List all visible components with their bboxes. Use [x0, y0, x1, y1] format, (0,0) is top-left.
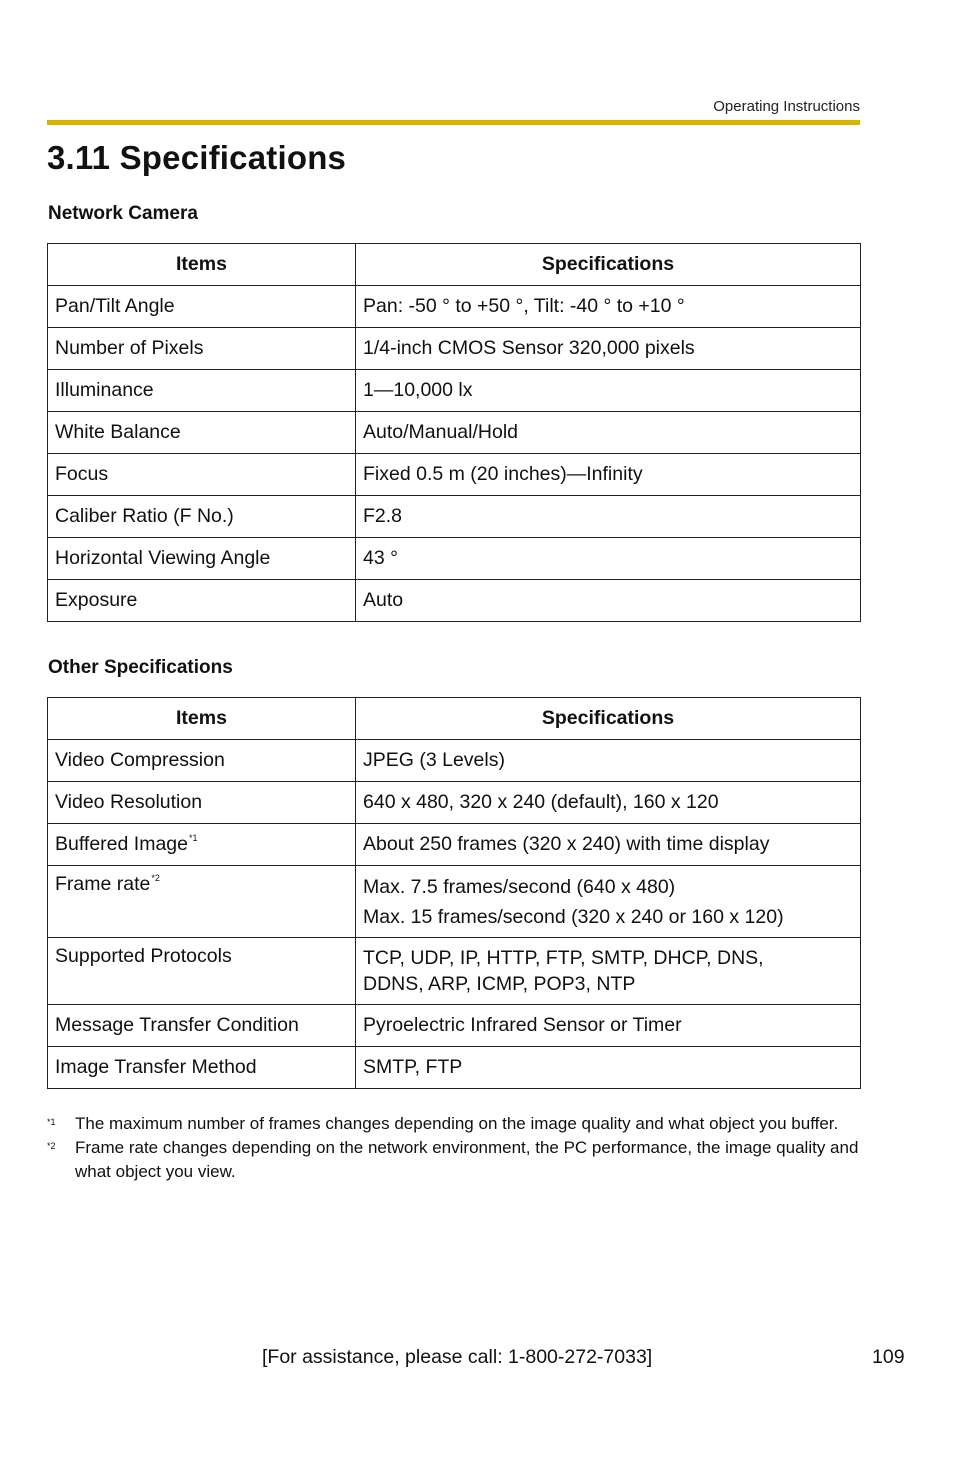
table-row: [48, 824, 861, 866]
item-cell: Caliber Ratio (F No.): [48, 496, 356, 538]
item-cell: [48, 824, 356, 866]
table-row: [48, 412, 861, 454]
network-camera-heading: Network Camera: [48, 203, 198, 224]
spec-cell: Auto: [356, 580, 861, 622]
footnote-reference: *2: [151, 873, 160, 883]
item-cell: Horizontal Viewing Angle: [48, 538, 356, 580]
table-row: [48, 782, 861, 824]
spec-cell: [356, 938, 861, 1005]
page-number: 109: [872, 1346, 905, 1368]
spec-line: TCP, UDP, IP, HTTP, FTP, SMTP, DHCP, DNS,: [363, 947, 764, 969]
item-label: Frame rate: [55, 873, 151, 895]
item-label: Buffered Image: [55, 833, 188, 855]
table-row: [48, 580, 861, 622]
table-row: [48, 370, 861, 412]
footnotes: [47, 1112, 862, 1184]
item-cell: Illuminance: [48, 370, 356, 412]
table-row: [48, 938, 861, 1005]
header-rule: [47, 120, 860, 125]
table-row: [48, 1005, 861, 1047]
spec-cell: 1—10,000 lx: [356, 370, 861, 412]
footnote-text: Frame rate changes depending on the network environment, the PC performance, the image quality and what object you view.: [75, 1138, 859, 1181]
footnote-reference: *1: [188, 833, 198, 843]
item-cell: Pan/Tilt Angle: [48, 286, 356, 328]
spec-cell: [356, 866, 861, 938]
item-cell: Video Resolution: [48, 782, 356, 824]
item-cell: Supported Protocols: [48, 938, 356, 1005]
header-label: Operating Instructions: [713, 98, 860, 115]
other-specifications-table: [47, 697, 861, 1089]
table-row: [48, 328, 861, 370]
table-header-row: [48, 698, 861, 740]
table-row: [48, 454, 861, 496]
other-specifications-heading: Other Specifications: [48, 657, 233, 678]
footnote-text: The maximum number of frames changes depending on the image quality and what object you buffer.: [75, 1114, 839, 1133]
table-row: [48, 286, 861, 328]
table-row: [48, 538, 861, 580]
spec-line: Max. 7.5 frames/second (640 x 480): [363, 875, 676, 898]
column-header-specifications: Specifications: [356, 698, 861, 740]
assistance-line: [For assistance, please call: 1-800-272-7033]: [262, 1346, 653, 1368]
item-cell: Focus: [48, 454, 356, 496]
page-title: 3.11 Specifications: [47, 139, 347, 176]
spec-cell: Fixed 0.5 m (20 inches)—Infinity: [356, 454, 861, 496]
spec-line: Max. 15 frames/second (320 x 240 or 160 x 120): [363, 905, 784, 928]
spec-cell: JPEG (3 Levels): [356, 740, 861, 782]
spec-cell: Pyroelectric Infrared Sensor or Timer: [356, 1005, 861, 1047]
item-cell: White Balance: [48, 412, 356, 454]
table-header-row: [48, 244, 861, 286]
spec-cell: SMTP, FTP: [356, 1047, 861, 1089]
network-camera-table: [47, 243, 861, 622]
spec-cell: 640 x 480, 320 x 240 (default), 160 x 120: [356, 782, 861, 824]
table-row: [48, 1047, 861, 1089]
spec-cell: Auto/Manual/Hold: [356, 412, 861, 454]
footnote-mark: *1: [47, 1117, 56, 1127]
footnote: [47, 1112, 862, 1136]
spec-cell: 43 °: [356, 538, 861, 580]
column-header-items: Items: [48, 244, 356, 286]
spec-line: DDNS, ARP, ICMP, POP3, NTP: [363, 973, 636, 995]
item-cell: Exposure: [48, 580, 356, 622]
spec-cell: About 250 frames (320 x 240) with time display: [356, 824, 861, 866]
item-cell: Number of Pixels: [48, 328, 356, 370]
footnote-mark: *2: [47, 1141, 56, 1151]
item-cell: Image Transfer Method: [48, 1047, 356, 1089]
table-row: [48, 496, 861, 538]
spec-cell: Pan: -50 ° to +50 °, Tilt: -40 ° to +10 °: [356, 286, 861, 328]
item-cell: [48, 866, 356, 938]
item-cell: Message Transfer Condition: [48, 1005, 356, 1047]
table-row: [48, 740, 861, 782]
column-header-specifications: Specifications: [356, 244, 861, 286]
column-header-items: Items: [48, 698, 356, 740]
spec-cell: 1/4-inch CMOS Sensor 320,000 pixels: [356, 328, 861, 370]
item-cell: Video Compression: [48, 740, 356, 782]
spec-cell: F2.8: [356, 496, 861, 538]
table-row: [48, 866, 861, 938]
footnote: [47, 1136, 862, 1184]
